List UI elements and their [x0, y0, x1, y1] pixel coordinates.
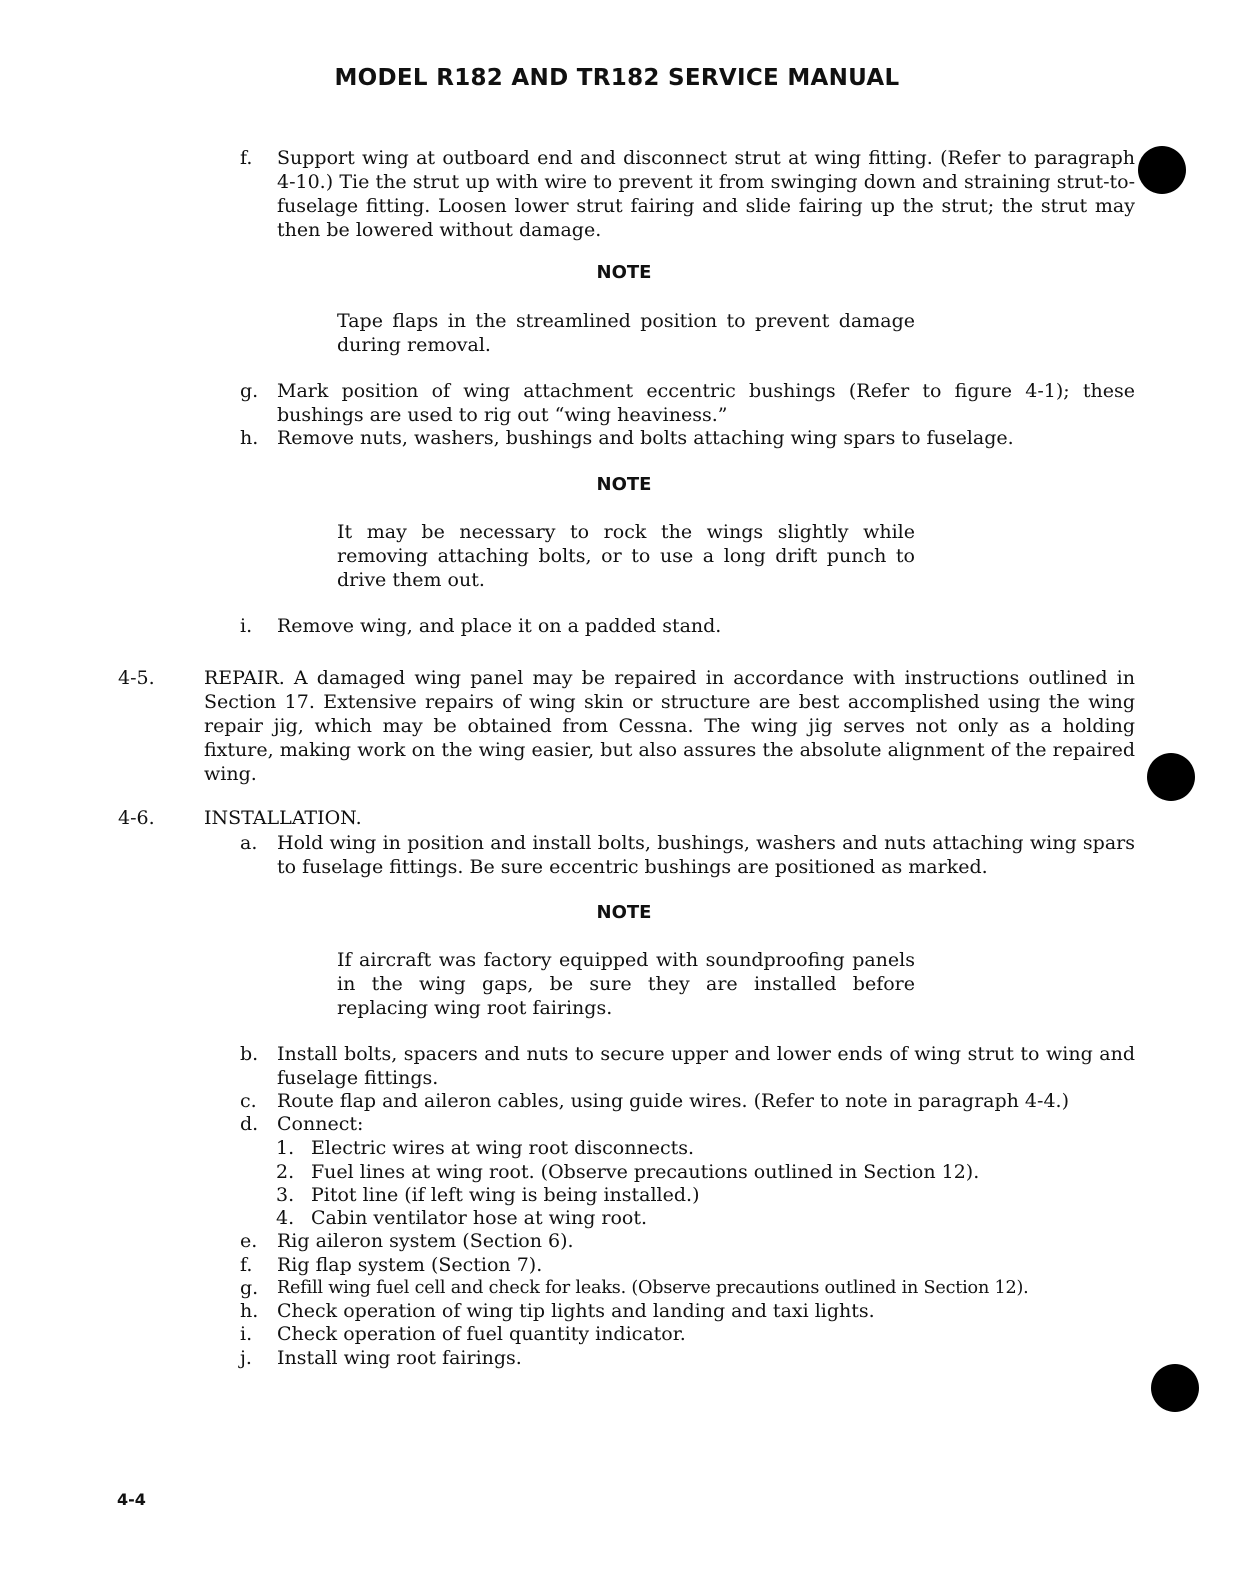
- step-label: c.: [240, 1090, 257, 1112]
- note-heading: NOTE: [596, 902, 652, 923]
- substep-text: Cabin ventilator hose at wing root.: [311, 1207, 648, 1229]
- revision-dot-marker: [1151, 1364, 1199, 1412]
- step-text: Rig flap system (Section 7).: [277, 1254, 543, 1276]
- step-label: d.: [240, 1113, 259, 1135]
- revision-dot-marker: [1147, 753, 1195, 801]
- step-text: Connect:: [277, 1113, 364, 1135]
- step-text: Check operation of wing tip lights and landing and taxi lights.: [277, 1300, 875, 1322]
- step-label: h.: [240, 427, 259, 449]
- substep-text: Electric wires at wing root disconnects.: [311, 1137, 695, 1159]
- step-label: h.: [240, 1300, 259, 1322]
- step-label: g.: [240, 380, 259, 402]
- repair-paragraph: REPAIR. A damaged wing panel may be repaired in accordance with instructions outlined in Section 17. Extensive repairs of wing skin or structure are best accomplished using the wing repair jig, which may be obtained from Cessna. The wing jig serves not only as a holding fixture, making work on the wing easier, but also assures the absolute alignment of the repaired wing.: [204, 667, 1135, 785]
- step-label: g.: [240, 1277, 259, 1299]
- page-title: MODEL R182 AND TR182 SERVICE MANUAL: [334, 65, 900, 91]
- step-text: Install bolts, spacers and nuts to secure upper and lower ends of wing strut to wing and fuselage fittings.: [277, 1043, 1135, 1089]
- step-text: Support wing at outboard end and disconnect strut at wing fitting. (Refer to paragraph 4-10.) Tie the strut up with wire to prevent it from swinging down and straining strut-to-fuselage fitting. Loosen lower strut fairing and slide fairing up the strut; the strut may then be lowered without damage.: [277, 147, 1135, 241]
- step-text: Remove nuts, washers, bushings and bolts attaching wing spars to fuselage.: [277, 427, 1014, 449]
- note-heading: NOTE: [596, 474, 652, 495]
- step-label: a.: [240, 832, 258, 854]
- step-label: f.: [240, 147, 253, 169]
- step-text: Remove wing, and place it on a padded stand.: [277, 615, 722, 637]
- substep-label: 2.: [276, 1161, 295, 1183]
- note-body: Tape flaps in the streamlined position to prevent damage during removal.: [337, 310, 915, 356]
- step-label: i.: [240, 1323, 253, 1345]
- substep-label: 1.: [276, 1137, 295, 1159]
- page-number: 4-4: [117, 1490, 146, 1509]
- section-title: INSTALLATION.: [204, 807, 362, 829]
- step-text: Rig aileron system (Section 6).: [277, 1230, 574, 1252]
- step-label: i.: [240, 615, 253, 637]
- step-label: e.: [240, 1230, 258, 1252]
- substep-text: Pitot line (if left wing is being installed.): [311, 1184, 700, 1206]
- step-label: j.: [240, 1347, 252, 1369]
- step-text: Install wing root fairings.: [277, 1347, 522, 1369]
- revision-dot-marker: [1138, 146, 1186, 194]
- step-text: Refill wing fuel cell and check for leaks. (Observe precautions outlined in Section 12).: [277, 1278, 1029, 1298]
- step-label: f.: [240, 1254, 253, 1276]
- paragraph-number: 4-6.: [118, 807, 155, 829]
- note-heading: NOTE: [596, 262, 652, 283]
- step-text: Mark position of wing attachment eccentric bushings (Refer to figure 4-1); these bushings are used to rig out “wing heaviness.”: [277, 380, 1135, 426]
- note-body: It may be necessary to rock the wings slightly while removing attaching bolts, or to use a long drift punch to drive them out.: [337, 521, 915, 591]
- substep-text: Fuel lines at wing root. (Observe precautions outlined in Section 12).: [311, 1161, 980, 1183]
- substep-label: 4.: [276, 1207, 295, 1229]
- step-label: b.: [240, 1043, 259, 1065]
- paragraph-number: 4-5.: [118, 667, 155, 689]
- substep-label: 3.: [276, 1184, 295, 1206]
- note-body: If aircraft was factory equipped with soundproofing panels in the wing gaps, be sure they are installed before replacing wing root fairings.: [337, 949, 915, 1019]
- step-text: Route flap and aileron cables, using guide wires. (Refer to note in paragraph 4-4.): [277, 1090, 1069, 1112]
- step-text: Hold wing in position and install bolts, bushings, washers and nuts attaching wing spars to fuselage fittings. Be sure eccentric bushings are positioned as marked.: [277, 832, 1135, 878]
- step-text: Check operation of fuel quantity indicator.: [277, 1323, 686, 1345]
